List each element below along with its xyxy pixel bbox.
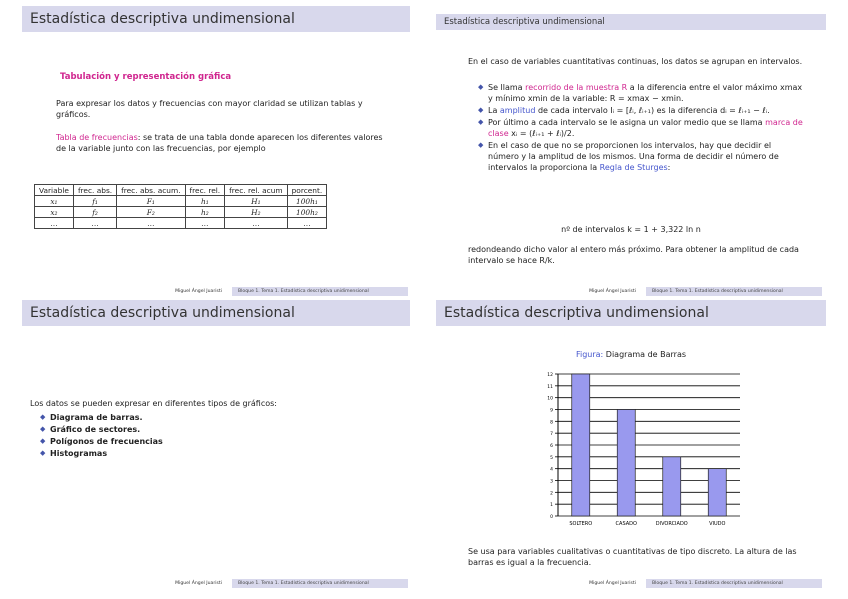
term-recorrido: recorrido de la muestra R <box>525 83 628 92</box>
table-row <box>35 207 327 218</box>
footer-author: Miguel Ángel Juaristi <box>175 581 222 586</box>
table-cell: … <box>225 218 287 229</box>
table-cell: f₂ <box>73 207 116 218</box>
paragraph-intro: En el caso de variables cuantitativas continuas, los datos se agrupan en intervalos. <box>468 57 803 66</box>
bullet-icon: ◆ <box>478 141 484 149</box>
term-amplitud: amplitud <box>499 106 536 115</box>
section-title: Tabulación y representación gráfica <box>60 72 232 82</box>
y-tick-label: 4 <box>550 467 553 473</box>
table-header: frec. abs. <box>73 185 116 196</box>
table-header: Variable <box>35 185 74 196</box>
bullet-icon: ◆ <box>478 106 484 114</box>
term-tabla-frecuencias: Tabla de frecuencias <box>56 133 138 142</box>
slide-header: Estadística descriptiva undimensional <box>436 14 826 30</box>
term-marca-clase: marca de clase <box>488 118 803 138</box>
list-item: ◆ Por último a cada intervalo se le asigna un valor medio que se llama marca de clase xᵢ = (ℓᵢ₊₁ + ℓᵢ)/2. <box>478 118 803 138</box>
y-tick-label: 11 <box>547 384 553 390</box>
slide-header: Estadística descriptiva undimensional <box>22 300 410 326</box>
table-cell: … <box>117 218 185 229</box>
paragraph-outro: redondeando dicho valor al entero más próximo. Para obtener la amplitud de cada intervalo se hace R/k. <box>468 245 799 265</box>
list-item: ◆ En el caso de que no se proporcionen los intervalos, hay que decidir el número y la amplitud de los mismos. Una forma de decidir el número de intervalos la proporciona la Regla de Sturges: <box>478 141 779 172</box>
list-item: ◆ Diagrama de barras. <box>40 413 143 422</box>
paragraph-intro: Para expresar los datos y frecuencias con mayor claridad se utilizan tablas y gráficos. <box>56 99 363 119</box>
slide-header: Estadística descriptiva undimensional <box>436 300 826 326</box>
bullet-icon: ◆ <box>40 449 46 457</box>
list-item: ◆ Se llama recorrido de la muestra R a la diferencia entre el valor máximo xmax y mínimo xmin de la variable: R = xmax − xmin. <box>478 83 803 103</box>
chart-types-list <box>36 412 336 460</box>
y-tick-label: 9 <box>550 408 553 414</box>
sturges-formula: nº de intervalos k = 1 + 3,322 ln n <box>561 225 701 234</box>
table-header: frec. rel. acum <box>225 185 287 196</box>
table-header-row <box>35 185 327 196</box>
table-cell: H₂ <box>225 207 287 218</box>
interval-definitions-list <box>474 82 804 174</box>
paragraph-tabla: Tabla de frecuencias: se trata de una tabla donde aparecen los diferentes valores de la variable junto con las frecuencias, por ejemplo <box>56 133 383 153</box>
table-cell: … <box>287 218 327 229</box>
table-cell: 100h₂ <box>287 207 327 218</box>
y-tick-label: 3 <box>550 479 553 485</box>
bar <box>572 374 590 516</box>
caption-text: Diagrama de Barras <box>605 350 687 359</box>
table-cell: H₁ <box>225 196 287 207</box>
table-cell: F₁ <box>117 196 185 207</box>
list-item: ◆ La amplitud de cada intervalo Iᵢ = [ℓᵢ, ℓᵢ₊₁) es la diferencia dᵢ = ℓᵢ₊₁ − ℓᵢ. <box>478 106 770 115</box>
slide-diagrama-barras <box>436 300 826 592</box>
table-header: porcent. <box>287 185 327 196</box>
slide-tipos-graficos <box>22 300 410 592</box>
footer-title: Bloque 1. Tema 1. Estadística descriptiva unidimensional <box>646 579 822 588</box>
table-row <box>35 196 327 207</box>
paragraph-intro: Los datos se pueden expresar en diferentes tipos de gráficos: <box>30 399 277 408</box>
x-tick-label: DIVORCIADO <box>655 521 688 527</box>
footer-title: Bloque 1. Tema 1. Estadística descriptiva unidimensional <box>232 287 408 296</box>
bullet-icon: ◆ <box>40 425 46 433</box>
x-tick-label: CASADO <box>615 521 637 527</box>
footer-title: Bloque 1. Tema 1. Estadística descriptiva unidimensional <box>232 579 408 588</box>
footer-author: Miguel Ángel Juaristi <box>175 289 222 294</box>
slide-header: Estadística descriptiva undimensional <box>22 6 410 32</box>
y-tick-label: 0 <box>550 515 553 520</box>
term-regla-sturges: Regla de Sturges <box>599 163 668 172</box>
table-cell: … <box>73 218 116 229</box>
bullet-icon: ◆ <box>40 437 46 445</box>
table-header: frec. rel. <box>185 185 225 196</box>
y-tick-label: 6 <box>550 444 553 449</box>
footer-title: Bloque 1. Tema 1. Estadística descriptiva unidimensional <box>646 287 822 296</box>
footer-author: Miguel Ángel Juaristi <box>589 581 636 586</box>
frequency-table <box>34 184 327 229</box>
caption-label: Figura: <box>575 350 604 359</box>
table-cell: x₂ <box>35 207 74 218</box>
table-header: frec. abs. acum. <box>117 185 185 196</box>
list-item: ◆ Histogramas <box>40 449 108 458</box>
x-tick-label: SOLTERO <box>569 521 593 527</box>
list-item: ◆ Polígonos de frecuencias <box>40 437 163 446</box>
bar <box>617 410 635 517</box>
table-cell: … <box>35 218 74 229</box>
y-tick-label: 5 <box>550 455 553 461</box>
y-tick-label: 12 <box>547 373 553 378</box>
y-tick-label: 10 <box>547 396 553 402</box>
bullet-icon: ◆ <box>478 83 484 91</box>
bar <box>663 457 681 516</box>
bar-chart <box>532 366 752 542</box>
table-cell: x₁ <box>35 196 74 207</box>
x-tick-label: VIUDO <box>709 521 726 527</box>
slide-tabulacion <box>22 6 410 300</box>
y-tick-label: 7 <box>550 432 553 438</box>
footer-author: Miguel Ángel Juaristi <box>589 289 636 294</box>
table-cell: h₁ <box>185 196 225 207</box>
table-cell: f₁ <box>73 196 116 207</box>
table-cell: F₂ <box>117 207 185 218</box>
paragraph-body: Se usa para variables cualitativas o cuantitativas de tipo discreto. La altura de las barras es igual a la frecuencia. <box>468 547 797 567</box>
table-cell: 100h₁ <box>287 196 327 207</box>
bar <box>708 469 726 516</box>
list-item: ◆ Gráfico de sectores. <box>40 425 141 434</box>
slide-intervalos <box>436 6 826 300</box>
table-cell: … <box>185 218 225 229</box>
table-row <box>35 218 327 229</box>
figure-caption <box>436 350 826 359</box>
y-tick-label: 2 <box>550 491 553 497</box>
y-tick-label: 8 <box>550 420 553 426</box>
y-tick-label: 1 <box>550 503 553 509</box>
table-cell: h₂ <box>185 207 225 218</box>
bullet-icon: ◆ <box>40 413 46 421</box>
bullet-icon: ◆ <box>478 118 484 126</box>
